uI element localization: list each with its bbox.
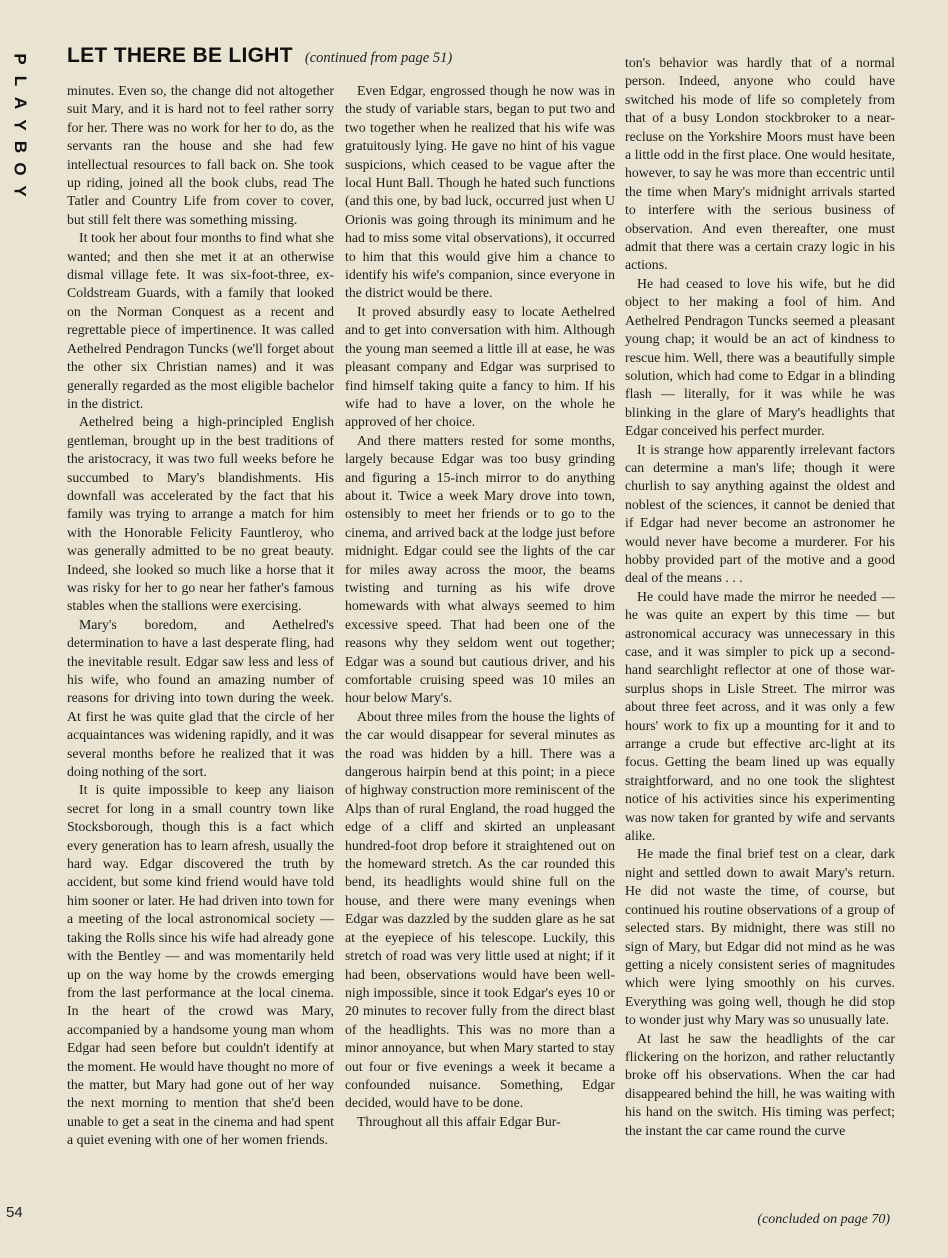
paragraph: And there matters rested for some months, largely because Edgar was too busy grinding and figuring a 15-inch mirror to do anything about it. Twice a week Mary drove into town, ostensibly to meet her friends or to go to the cinema, and arrived back at the lodge just before midnight. Edgar could see the lights of the car for miles away across the moor, the beams twisting and turning as his wife drove homewards with what always seemed to him excessive speed. That had been one of the reasons why they seldom went out together; Edgar was a sound but cautious driver, and his comfortable cruising speed was 10 miles an hour below Mary's. [345, 432, 615, 706]
article-title: LET THERE BE LIGHT [67, 44, 293, 67]
page-number: 54 [6, 1204, 23, 1221]
magazine-letter: A [11, 96, 30, 110]
paragraph: ton's behavior was hardly that of a normal person. Indeed, anyone who could have switched his mode of life so completely from that of a busy London stockbroker to a near-recluse on the Yorkshire Moors must have been a little odd in the first place. One would hesitate, however, to say he was more than eccentric until the time when Mary's midnight arrivals started to interfere with the serious business of observation. And even thereafter, one must admit that there was a certain crazy logic in his actions. [625, 55, 895, 273]
magazine-letter: B [11, 140, 30, 154]
continued-on-note: (concluded on page 70) [757, 1212, 890, 1227]
magazine-letter: O [10, 162, 30, 176]
text-column-3 [625, 54, 895, 1140]
paragraph: It is quite impossible to keep any liaison secret for long in a small country town like Stocksborough, though this is a fact which every generation has to learn afresh, usually the hard way. Edgar discovered the truth by accident, but some kind friend would have told him sooner or later. He had driven into town for a meeting of the local astronomical society — taking the Rolls since his wife had already gone with the Bentley — and was momentarily held up on the way home by the crowds emerging from the last performance at the local cinema. In the heart of the crowd was Mary, accompanied by a handsome young man whom Edgar had seen before but couldn't identify at the moment. He would have thought no more of the matter, but Mary had gone out of her way the next morning to mention that she'd been unable to get a seat in the cinema and had spent a quiet evening with one of her women friends. [67, 782, 334, 1148]
paragraph: minutes. Even so, the change did not altogether suit Mary, and it is hard not to feel rather sorry for her. There was no work for her to do, as the servants ran the house and she had few intellectual resources to fall back on. She took up riding, joined all the book clubs, read The Tatler and Country Life from cover to cover, but still felt there was something missing. [67, 83, 334, 227]
text-column-1 [67, 82, 334, 1150]
paragraph: It proved absurdly easy to locate Aethelred and to get into conversation with him. Although the young man seemed a little ill at ease, he was pleasant company and Edgar was surprised to find himself taking quite a fancy to him. If his wife had to have a lover, on the whole he approved of her choice. [345, 303, 615, 430]
paragraph: Aethelred being a high-principled English gentleman, brought up in the best traditions of the aristocracy, it was two full weeks before he succumbed to Mary's blandishments. His downfall was accelerated by the fact that his family was trying to arrange a match for him with the Honorable Felicity Fauntleroy, who was generally admitted to be no great beauty. Indeed, she looked so much like a horse that it was risky for her to go near her father's famous stables when the stallions were exercising. [67, 414, 334, 614]
paragraph: Even Edgar, engrossed though he now was in the study of variable stars, began to put two and two together when he realized that his wife was gratuitously lying. He gave no hint of his vague suspicions, which ceased to be vague after the local Hunt Ball. Though he hated such functions (and this one, by bad luck, occurred just when U Orionis was going through its minimum and he had to miss some vital observations), it occurred to him that this would give him a chance to identify his wife's companion, since everyone in the district would be there. [345, 83, 615, 301]
paragraph: He made the final brief test on a clear, dark night and settled down to await Mary's return. He did not waste the time, of course, but continued his routine observations of a group of selected stars. By midnight, there was still no sign of Mary, but Edgar did not mind as he was getting a nicely consistent series of magnitudes which were lying smoothly on his curves. Everything was going well, though he did stop to wonder just why Mary was so unusually late. [625, 846, 895, 1028]
paragraph: Throughout all this affair Edgar Bur- [357, 1113, 561, 1129]
magazine-letter: Y [11, 119, 30, 131]
magazine-letter: P [11, 53, 30, 65]
paragraph: About three miles from the house the lights of the car would disappear for several minutes as the road was hidden by a hill. There was a dangerous hairpin bend at this point; in a piece of highway construction more reminiscent of the Alps than of rural England, the road hugged the edge of a cliff and skirted an unpleasant hundred-foot drop before it straightened out on the homeward stretch. As the car rounded this bend, its headlights would shine full on the house, and there were many evenings when Edgar was dazzled by the sudden glare as he sat at the eyepiece of his telescope. Luckily, this stretch of road was very little used at night; if it had been, observations would have been well-nigh impossible, since it took Edgar's eyes 10 or 20 minutes to recover fully from the direct blast of the headlights. This was no more than a minor annoyance, but when Mary started to stay out four or five evenings a week it became a confounded nuisance. Something, Edgar decided, would have to be done. [345, 708, 615, 1111]
magazine-letter: Y [11, 185, 30, 197]
text-column-2 [345, 82, 615, 1131]
paragraph: Mary's boredom, and Aethelred's determination to have a last desperate fling, had the inevitable result. Edgar saw less and less of his wife, who found an amazing number of reasons for driving into town during the week. At first he was quite glad that the circle of her acquaintances was widening rapidly, and it was several months before he realized that it was doing nothing of the sort. [67, 616, 334, 780]
paragraph: He had ceased to love his wife, but he did object to her making a fool of him. And Aethelred Pendragon Tuncks seemed a pleasant young chap; it would be an act of kindness to rescue him. Well, there was a beautifully simple solution, which had come to Edgar in a blinding flash — literally, for it was while he was blinking in the glare of Mary's headlights that Edgar conceived his perfect murder. [625, 275, 895, 439]
paragraph: It is strange how apparently irrelevant factors can determine a man's life; though it were churlish to say anything against the oldest and noblest of the sciences, it cannot be denied that if Edgar had never become an astronomer he would never have become a murderer. For his hobby provided part of the motive and a good deal of the means . . . [625, 441, 895, 586]
paragraph: At last he saw the headlights of the car flickering on the horizon, and rather reluctantly broke off his observations. When the car had disappeared behind the hill, he was waiting with his hand on the switch. His timing was perfect; the instant the car came round the curve [625, 1030, 895, 1138]
magazine-name-vertical [0, 48, 40, 202]
continued-from-note: (continued from page 51) [304, 50, 453, 66]
magazine-letter: L [10, 75, 30, 87]
paragraph: He could have made the mirror he needed — he was quite an expert by this time — but astronomical accuracy was unnecessary in this case, and it was simpler to pick up a second-hand searchlight reflector at one of those war-surplus shops in Lisle Street. The mirror was about three feet across, and it was only a few hours' work to fix up a mounting for it and to arrange a crude but effective arc-light at its focus. Getting the beam lined up was equally straightforward, and no one took the slightest notice of his activities since his experimenting was now taken for granted by wife and servants alike. [625, 588, 895, 844]
article-header [67, 44, 452, 68]
paragraph: It took her about four months to find what she wanted; and then she met it at an otherwise dismal village fete. It was six-foot-three, ex-Coldstream Guards, with a family that looked on the Norman Conquest as a recent and regrettable piece of impertinence. It was called Aethelred Pendragon Tuncks (we'll forget about the other six Christian names) and it was generally regarded as the most eligible bachelor in the district. [67, 230, 334, 411]
